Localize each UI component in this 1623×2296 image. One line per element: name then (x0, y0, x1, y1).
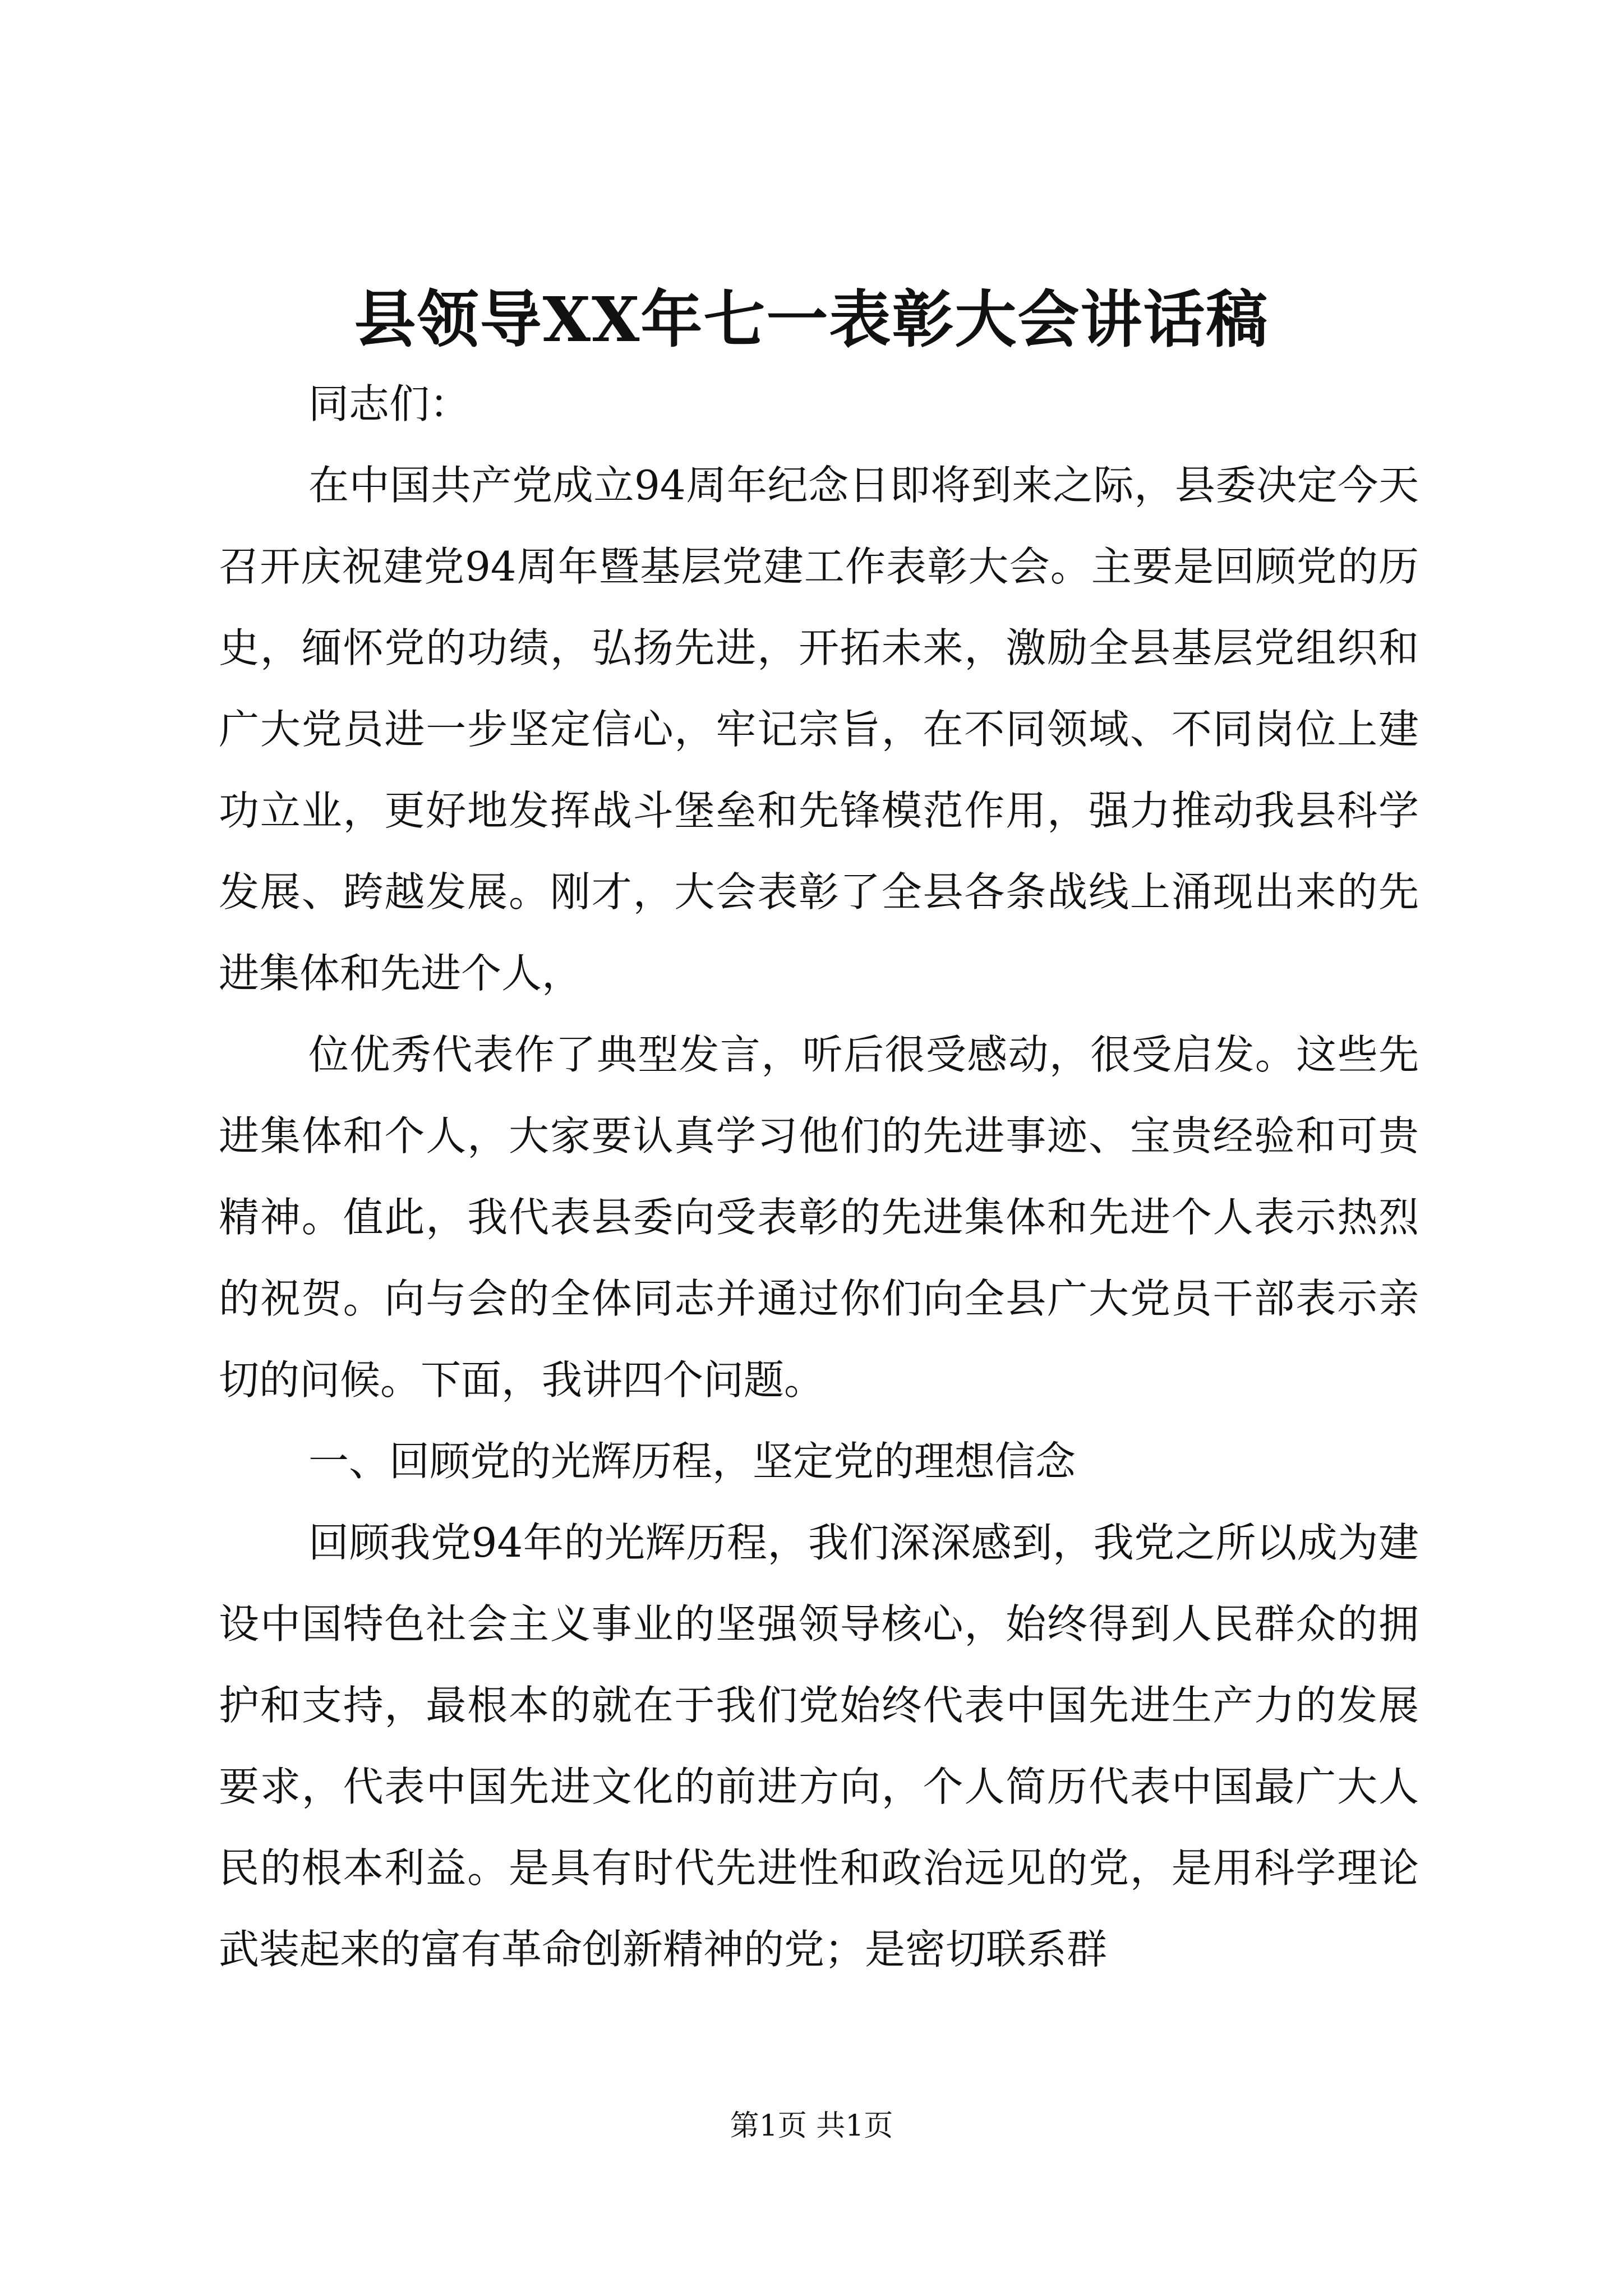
body-paragraph: 位优秀代表作了典型发言，听后很受感动，很受启发。这些先进集体和个人，大家要认真学习他们的先进事迹、宝贵经验和可贵精神。值此，我代表县委向受表彰的先进集体和先进个人表示热烈的祝贺。向与会的全体同志并通过你们向全县广大党员干部表示亲切的问候。下面，我讲四个问题。 (219, 1031, 1419, 1404)
document-body (219, 364, 1419, 1990)
body-paragraph: 在中国共产党成立94周年纪念日即将到来之际，县委决定今天召开庆祝建党94周年暨基层党建工作表彰大会。主要是回顾党的历史，缅怀党的功绩，弘扬先进，开拓未来，激励全县基层党组织和广大党员进一步坚定信心，牢记宗旨，在不同领域、不同岗位上建功立业，更好地发挥战斗堡垒和先锋模范作用，强力推动我县科学发展、跨越发展。刚才，大会表彰了全县各条战线上涌现出来的先进集体和先进个人， (219, 462, 1419, 997)
salutation-paragraph: 同志们： (308, 380, 471, 427)
page-footer: 第1页 共1页 (730, 2109, 893, 2143)
body-paragraph: 回顾我党94年的光辉历程，我们深深感到，我党之所以成为建设中国特色社会主义事业的坚强领导核心，始终得到人民群众的拥护和支持，最根本的就在于我们党始终代表中国先进生产力的发展要求，代表中国先进文化的前进方向，个人简历代表中国最广大人民的根本利益。是具有时代先进性和政治远见的党，是用科学理论武装起来的富有革命创新精神的党；是密切联系群 (219, 1519, 1419, 1973)
document-title: 县领导XX年七一表彰大会讲话稿 (354, 283, 1269, 356)
section-heading: 一、回顾党的光辉历程，坚定党的理想信念 (308, 1438, 1076, 1485)
